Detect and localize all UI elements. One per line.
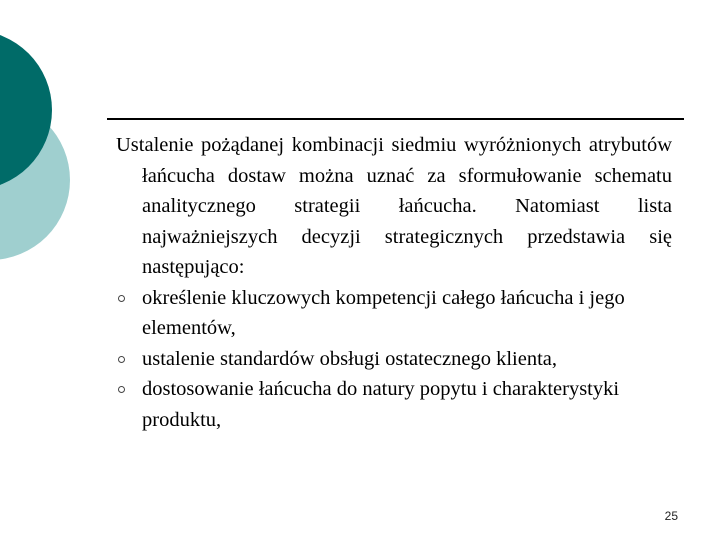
bullet-item — [116, 283, 672, 344]
bullet-text: ustalenie standardów obsługi ostatecznego klienta, — [142, 347, 558, 370]
page-number: 25 — [664, 509, 678, 523]
decorative-circles — [0, 0, 110, 300]
bullet-item — [116, 374, 672, 435]
bullet-text: określenie kluczowych kompetencji całego łańcucha i jego elementów, — [142, 286, 625, 339]
bullet-item — [116, 344, 672, 375]
hollow-circle-icon — [118, 356, 125, 363]
bullet-text: dostosowanie łańcucha do natury popytu i charakterystyki produktu, — [142, 378, 620, 431]
hollow-circle-icon — [118, 386, 125, 393]
bullet-list — [116, 283, 672, 436]
slide-body — [116, 130, 672, 435]
hollow-circle-icon — [118, 295, 125, 302]
intro-paragraph: Ustalenie pożądanej kombinacji siedmiu wyróżnionych atrybutów łańcucha dostaw można uznać za sformułowanie schematu analitycznego strategii łańcucha. Natomiast lista najważniejszych decyzji strategicznych przedstawia się następująco: — [116, 134, 672, 278]
title-divider-line — [107, 118, 684, 120]
